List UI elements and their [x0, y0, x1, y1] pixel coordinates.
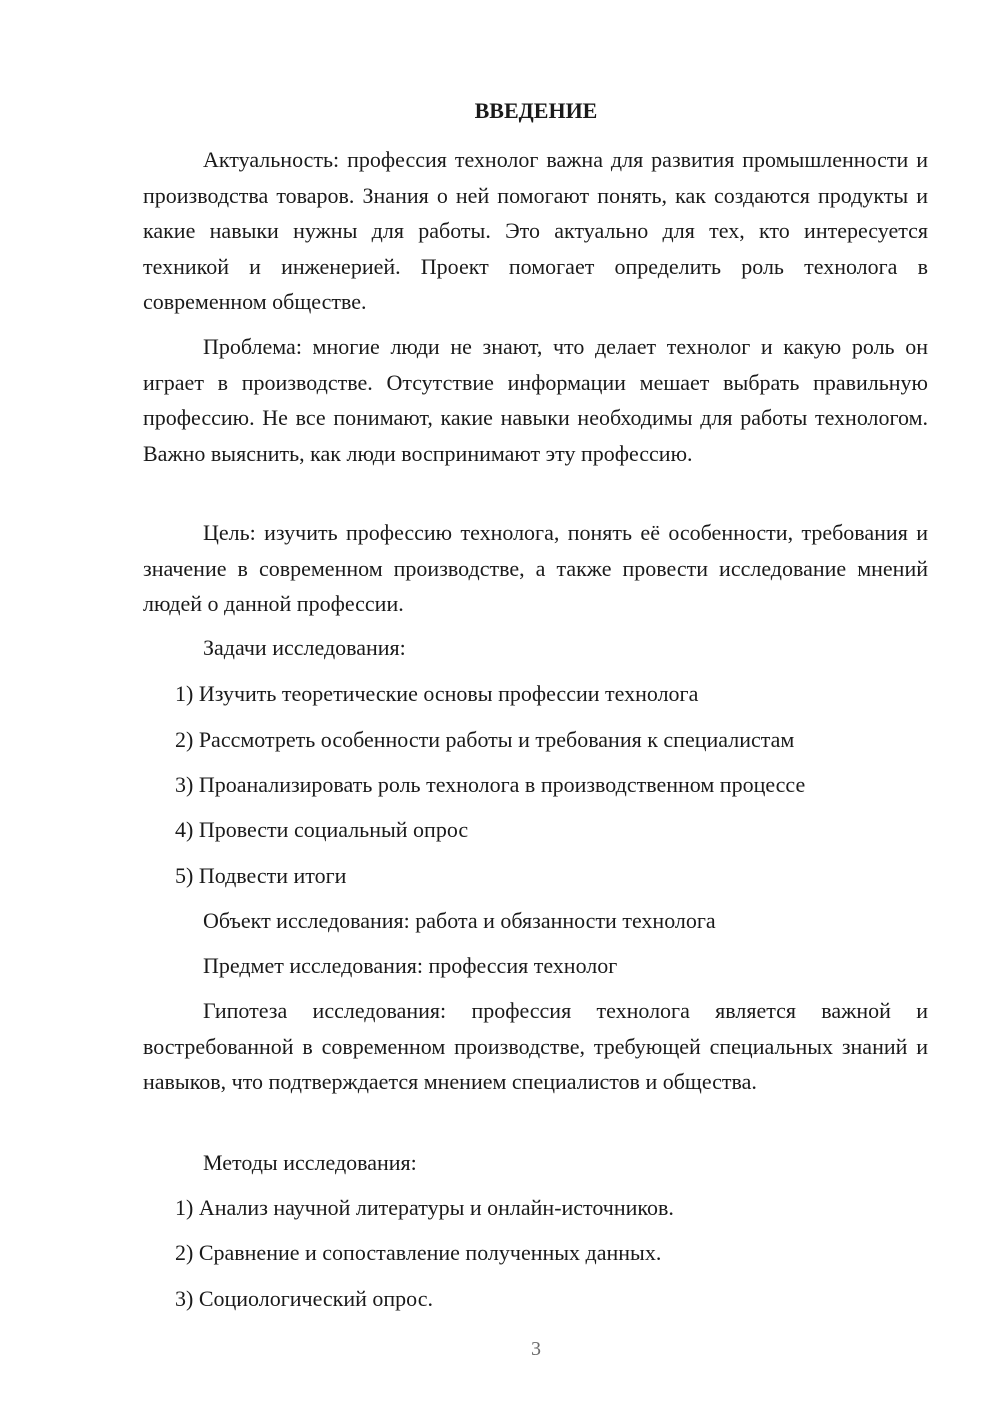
methods-heading: Методы исследования:: [203, 1150, 417, 1175]
task-item: 4) Провести социальный опрос: [175, 817, 469, 842]
method-item: 3) Социологический опрос.: [175, 1286, 433, 1311]
task-item: 3) Проанализировать роль технолога в производственном процессе: [175, 772, 806, 797]
tasks-heading: Задачи исследования:: [203, 635, 406, 660]
task-item: 5) Подвести итоги: [175, 863, 347, 888]
task-item: 1) Изучить теоретические основы профессии технолога: [175, 681, 699, 706]
hypothesis-paragraph: Гипотеза исследования: профессия технолога является важной и востребованной в современном производстве, требующей специальных знаний и навыков, что подтверждается мнением специалистов и общества.: [143, 998, 928, 1094]
problem-paragraph: Проблема: многие люди не знают, что делает технолог и какую роль он играет в производстве. Отсутствие информации мешает выбрать правильную профессию. Не все понимают, какие навыки необходимы для работы технологом. Важно выяснить, как люди воспринимают эту профессию.: [143, 334, 928, 466]
method-item: 1) Анализ научной литературы и онлайн-источников.: [175, 1195, 674, 1220]
task-item: 2) Рассмотреть особенности работы и требования к специалистам: [175, 727, 795, 752]
research-subject: Предмет исследования: профессия технолог: [203, 953, 618, 978]
goal-paragraph: Цель: изучить профессию технолога, понять её особенности, требования и значение в современном производстве, а также провести исследование мнений людей о данной профессии.: [143, 520, 928, 616]
research-object: Объект исследования: работа и обязанности технолога: [203, 908, 716, 933]
page-number: 3: [531, 1338, 541, 1360]
relevance-paragraph: Актуальность: профессия технолог важна для развития промышленности и производства товаров. Знания о ней помогают понять, как создаются продукты и какие навыки нужны для работы. Это актуально для тех, кто интересуется техникой и инженерией. Проект помогает определить роль технолога в современном обществе.: [143, 147, 928, 314]
method-item: 2) Сравнение и сопоставление полученных данных.: [175, 1240, 662, 1265]
page-title: ВВЕДЕНИЕ: [474, 98, 598, 123]
